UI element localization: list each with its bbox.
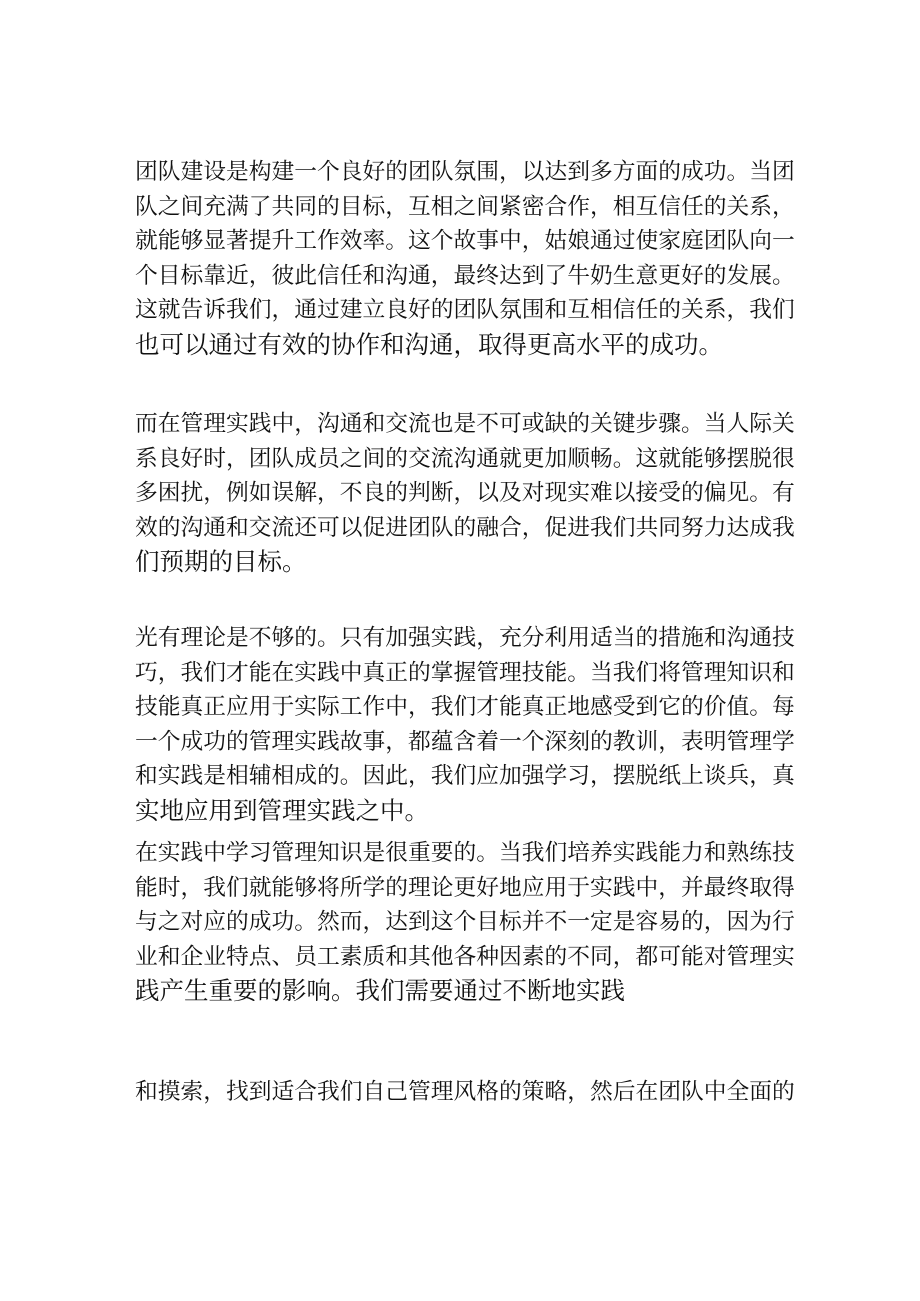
text-line: 效的沟通和交流还可以促进团队的融合，促进我们共同努力达成我 [135, 514, 795, 541]
text-line: 们预期的目标。 [135, 547, 307, 576]
text-line: 实地应用到管理实践之中。 [135, 795, 429, 825]
text-line: 能时，我们就能够将所学的理论更好地应用于实践中，并最终取得 [135, 874, 795, 901]
text-line: 业和企业特点、员工素质和其他各种因素的不同，都可能对管理实 [135, 943, 795, 970]
text-line: 技能真正应用于实际工作中，我们才能真正地感受到它的价值。每 [135, 694, 795, 720]
text-line: 践产生重要的影响。我们需要通过不断地实践 [135, 976, 625, 1005]
text-line: 也可以通过有效的协作和沟通，取得更高水平的成功。 [135, 329, 723, 359]
text-line: 在实践中学习管理知识是很重要的。当我们培养实践能力和熟练技 [135, 840, 795, 866]
paragraph-theory-practice [135, 621, 800, 828]
text-line: 个目标靠近，彼此信任和沟通，最终达到了牛奶生意更好的发展。 [135, 262, 795, 289]
paragraph-team-building [135, 155, 800, 362]
text-line: 这就告诉我们，通过建立良好的团队氛围和互相信任的关系，我们 [135, 297, 795, 323]
text-line: 和摸索，找到适合我们自己管理风格的策略，然后在团队中全面的 [135, 1079, 795, 1105]
text-line: 团队建设是构建一个良好的团队氛围，以达到多方面的成功。当团 [135, 159, 795, 185]
text-line: 一个成功的管理实践故事，都蕴含着一个深刻的教训，表明管理学 [135, 728, 795, 755]
text-line: 多困扰，例如误解，不良的判断，以及对现实难以接受的偏见。有 [135, 480, 795, 506]
paragraph-communication [135, 407, 800, 580]
paragraph-exploration [135, 1075, 800, 1110]
text-line: 巧，我们才能在实践中真正的掌握管理技能。当我们将管理知识和 [135, 659, 795, 686]
paragraph-learning-in-practice [135, 836, 800, 1009]
text-line: 光有理论是不够的。只有加强实践，充分利用适当的措施和沟通技 [135, 625, 795, 651]
text-line: 就能够显著提升工作效率。这个故事中，姑娘通过使家庭团队向一 [135, 228, 795, 254]
text-line: 而在管理实践中，沟通和交流也是不可或缺的关键步骤。当人际关 [135, 411, 795, 437]
text-line: 系良好时，团队成员之间的交流沟通就更加顺畅。这就能够摆脱很 [135, 445, 795, 472]
text-line: 与之对应的成功。然而，达到这个目标并不一定是容易的，因为行 [135, 909, 795, 935]
text-line: 和实践是相辅相成的。因此，我们应加强学习，摆脱纸上谈兵，真 [135, 763, 795, 789]
text-line: 队之间充满了共同的目标，互相之间紧密合作，相互信任的关系， [135, 193, 795, 220]
